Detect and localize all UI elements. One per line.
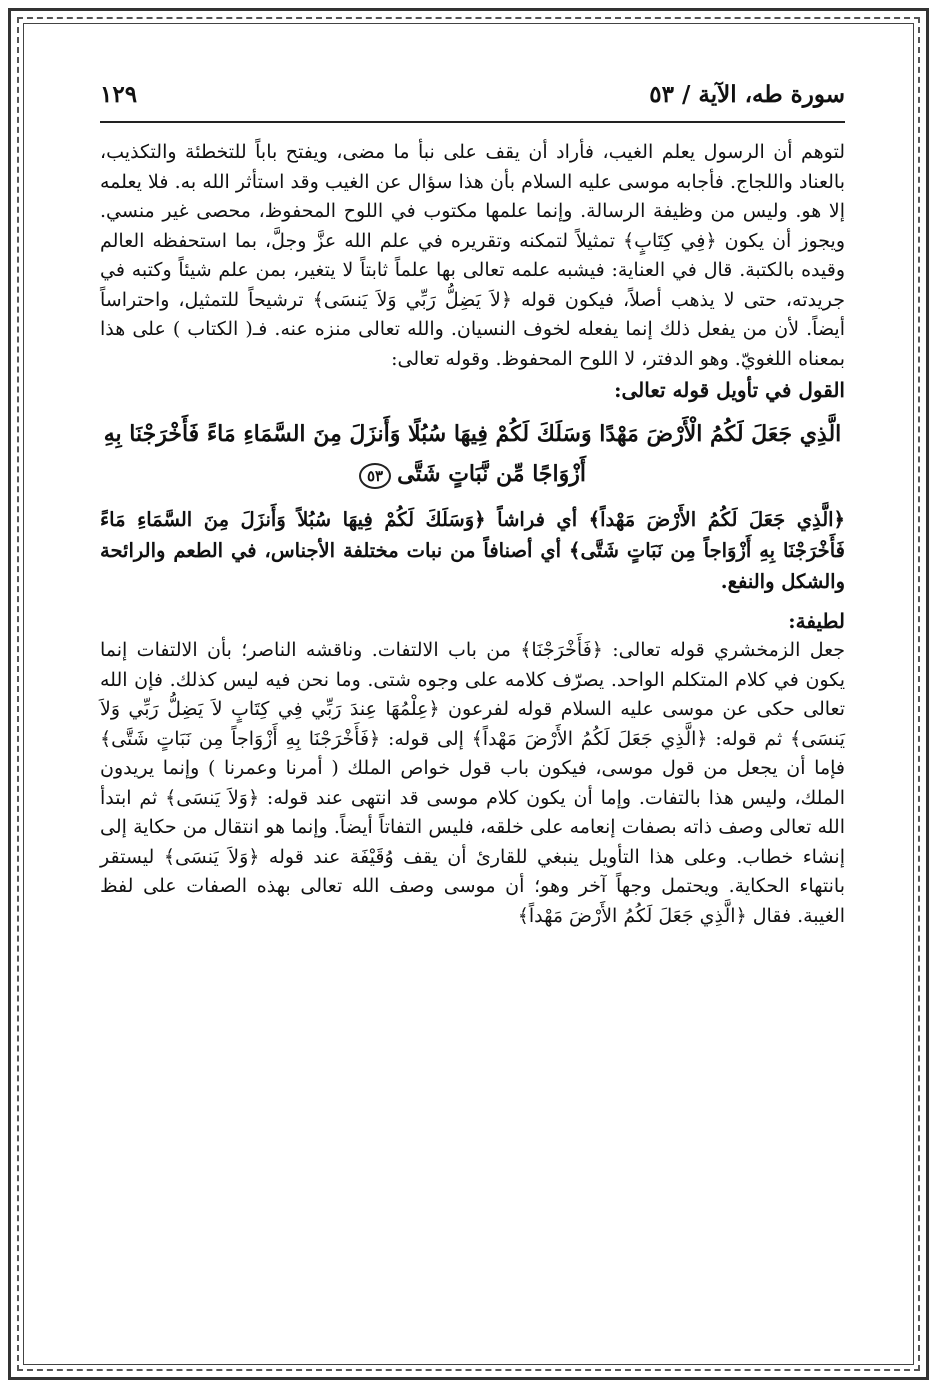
verse-text: الَّذِي جَعَلَ لَكُمُ الْأَرْضَ مَهْدًا وَسَلَكَ لَكُمْ فِيهَا سُبُلًا وَأَنزَلَ مِنَ السَّمَاءِ مَاءً فَأَخْرَجْنَا بِهِ أَزْوَاجًا مِّن نَّبَاتٍ شَتَّى <box>103 420 842 487</box>
paragraph-2: ﴿الَّذِي جَعَلَ لَكُمُ الأَرْضَ مَهْداً﴾ أي فراشاً ﴿وَسَلَكَ لَكُمْ فِيهَا سُبُلاً وَأَنزَلَ مِنَ السَّمَاءِ مَاءً فَأَخْرَجْنَا بِهِ أَزْوَاجاً مِن نَبَاتٍ شَتَّى﴾ أي أصنافاً من نبات مختلفة الأجناس، في الطعم والرائحة والشكل والنفع. <box>100 507 845 593</box>
header-divider <box>100 121 845 123</box>
surah-title: سورة طه، الآية / ٥٣ <box>649 80 845 108</box>
paragraph-3: جعل الزمخشري قوله تعالى: ﴿فَأَخْرَجْنَا﴾ من باب الالتفات. وناقشه الناصر؛ بأن الالتفات إنما يكون في كلام المتكلم الواحد. يصرّف كلامه على وجوه شتى. وما نحن فيه ليس كذلك. فإن الله تعالى حكى عن موسى عليه السلام قوله لفرعون ﴿عِلْمُهَا عِندَ رَبِّي فِي كِتَابٍ لاَ يَضِلُّ رَبِّي وَلاَ يَنسَى﴾ ثم قوله: ﴿الَّذِي جَعَلَ لَكُمُ الأَرْضَ مَهْداً﴾ إلى قوله: ﴿فَأَخْرَجْنَا بِهِ أَزْوَاجاً مِن نَبَاتٍ شَتَّى﴾ فإما أن يجعل من قول موسى، فيكون باب قول خواص الملك ( أمرنا وعمرنا ) وإنما يريدون الملك، وليس هذا بالتفات. وإما أن يكون كلام موسى قد انتهى عند قوله: ﴿وَلاَ يَنسَى﴾ ثم ابتدأ الله تعالى وصف ذاته بصفات إنعامه على خلقه، فليس التفاتاً أيضاً. وإنما هو انتقال من حكاية إلى إنشاء خطاب. وعلى هذا التأويل ينبغي للقارئ أن يقف وُقَيْفَة عند قوله ﴿وَلاَ يَنسَى﴾ ليستقر بانتهاء الحكاية. ويحتمل وجهاً آخر وهو؛ أن موسى وصف الله تعالى بهذه الصفات على لفظ الغيبة. فقال ﴿الَّذِي جَعَلَ لَكُمُ الأَرْضَ مَهْداً﴾ <box>100 639 845 927</box>
section-heading-latifa: لطيفة: <box>788 608 845 633</box>
page-body <box>100 138 845 1318</box>
quran-verse <box>100 414 845 494</box>
verse-number-badge: ٥٣ <box>359 463 391 489</box>
page-number: ١٢٩ <box>100 80 138 108</box>
section-heading-tawil: القول في تأويل قوله تعالى: <box>614 378 845 402</box>
paragraph-1: لتوهم أن الرسول يعلم الغيب، فأراد أن يقف على نبأ ما مضى، ويفتح باباً للتخطئة والتكذيب، بالعناد واللجاج. فأجابه موسى عليه السلام بأن هذا سؤال عن الغيب وقد استأثر الله به. فلا يعلمه إلا هو. وليس من وظيفة الرسالة. وإنما علمها مكتوب في اللوح المحفوظ، محصى غير منسي. ويجوز أن يكون ﴿فِي كِتَابٍ﴾ تمثيلاً لتمكنه وتقريره في علم الله عزَّ وجلَّ، بما استحفظه العالم وقيده بالكتبة. قال في العناية: فيشبه علمه تعالى بها علماً ثابتاً لا يتغير، بمن علم شيئاً وكتبه في جريدته، حتى لا يذهب أصلاً، فيكون قوله ﴿لاَ يَضِلُّ رَبِّي وَلاَ يَنسَى﴾ ترشيحاً للتمثيل، واحتراساً أيضاً. لأن من يفعل ذلك إنما يفعله لخوف النسيان. والله تعالى منزه عنه. فـ( الكتاب ) على هذا بمعناه اللغويّ. وهو الدفتر، لا اللوح المحفوظ. وقوله تعالى: <box>100 141 845 370</box>
page-header <box>100 72 845 116</box>
